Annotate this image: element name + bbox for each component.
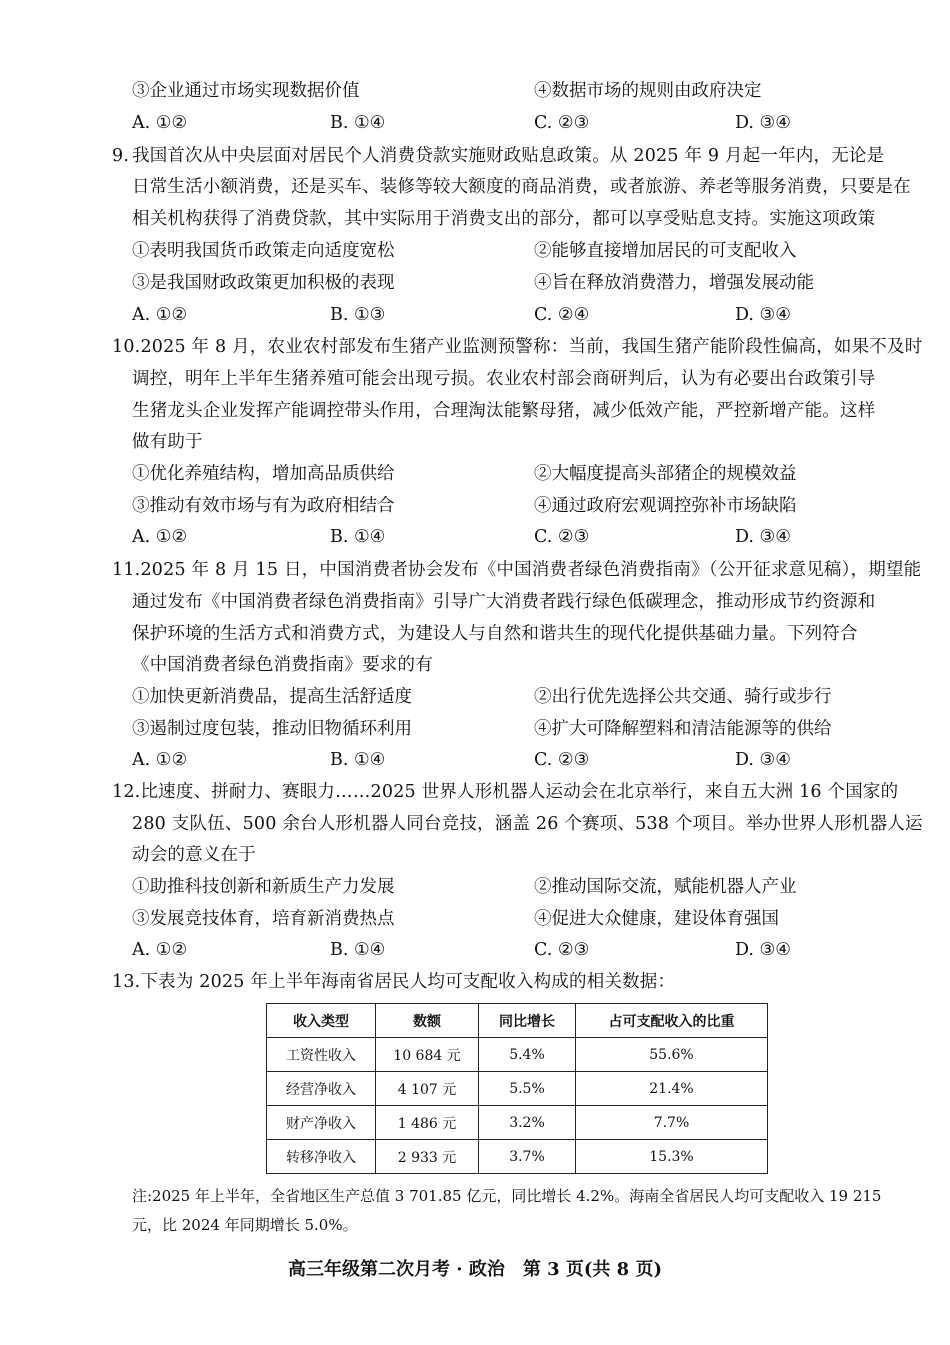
table-row — [267, 1072, 768, 1106]
q10-choice-c: C. ②③ — [534, 527, 590, 547]
q10-option-3: ③推动有效市场与有为政府相结合 — [132, 496, 395, 516]
table-row — [267, 1140, 768, 1174]
q12-stem-line: 动会的意义在于 — [132, 845, 256, 865]
q12-option-3: ③发展竞技体育，培育新消费热点 — [132, 909, 395, 929]
income-table — [266, 1003, 768, 1174]
q11-option-4: ④扩大可降解塑料和清洁能源等的供给 — [534, 719, 832, 739]
q9-choice-d: D. ③④ — [735, 305, 791, 325]
q10-option-4: ④通过政府宏观调控弥补市场缺陷 — [534, 496, 797, 516]
q9-option-1: ①表明我国货币政策走向适度宽松 — [132, 241, 395, 261]
q8-choice-d: D. ③④ — [735, 113, 791, 133]
q11-text: 2025 年 8 月 15 日，中国消费者协会发布《中国消费者绿色消费指南》（公开征求意见稿），期望能 — [140, 560, 922, 580]
q12-number: 12. — [112, 782, 141, 802]
q12-choice-b: B. ①④ — [330, 940, 386, 960]
q11-choice-c: C. ②③ — [534, 750, 590, 770]
q9-option-4: ④旨在释放消费潜力，增强发展动能 — [534, 273, 814, 293]
table-cell: 经营净收入 — [267, 1072, 376, 1106]
q9-choice-b: B. ①③ — [330, 305, 386, 325]
q12-stem-line: 280 支队伍、500 余台人形机器人同台竞技，涵盖 26 个赛项、538 个项目。举办世界人形机器人运 — [132, 814, 923, 834]
q10-number: 10. — [112, 337, 141, 357]
q8-option-3: ③企业通过市场实现数据价值 — [132, 81, 360, 101]
table-row — [267, 1106, 768, 1140]
q9-option-3: ③是我国财政政策更加积极的表现 — [132, 273, 395, 293]
q12-option-4: ④促进大众健康，建设体育强国 — [534, 909, 779, 929]
table-cell: 15.3% — [576, 1140, 768, 1174]
q13-stem-line — [112, 967, 882, 997]
q10-option-2: ②大幅度提高头部猪企的规模效益 — [534, 464, 797, 484]
q8-choice-a: A. ①② — [132, 113, 188, 133]
q9-choice-c: C. ②④ — [534, 305, 590, 325]
q10-stem-line: 调控，明年上半年生猪养殖可能会出现亏损。农业农村部会商研判后，认为有必要出台政策引导 — [132, 369, 876, 389]
q10-choice-d: D. ③④ — [735, 527, 791, 547]
table-cell: 55.6% — [576, 1038, 768, 1072]
q11-number: 11. — [112, 560, 141, 580]
q11-stem-line: 《中国消费者绿色消费指南》要求的有 — [132, 655, 433, 675]
table-cell: 3.7% — [479, 1140, 576, 1174]
table-header-row — [267, 1004, 768, 1038]
q10-choice-b: B. ①④ — [330, 527, 386, 547]
table-cell: 5.5% — [479, 1072, 576, 1106]
q10-text: 2025 年 8 月，农业农村部发布生猪产业监测预警称：当前，我国生猪产能阶段性偏高，如果不及时 — [140, 337, 923, 357]
q9-stem-line: 日常生活小额消费，还是买车、装修等较大额度的商品消费，或者旅游、养老等服务消费，只要是在 — [132, 177, 911, 197]
q12-text: 比速度、拼耐力、赛眼力……2025 世界人形机器人运动会在北京举行，来自五大洲 16 个国家的 — [140, 782, 899, 802]
q10-option-1: ①优化养殖结构，增加高品质供给 — [132, 464, 395, 484]
q10-stem-line — [112, 332, 923, 362]
table-cell: 5.4% — [479, 1038, 576, 1072]
q11-option-1: ①加快更新消费品，提高生活舒适度 — [132, 687, 412, 707]
q12-choice-d: D. ③④ — [735, 940, 791, 960]
q11-stem-line — [112, 555, 922, 585]
q9-stem-line: 相关机构获得了消费贷款，其中实际用于消费支出的部分，都可以享受贴息支持。实施这项政策 — [132, 209, 876, 229]
q10-choice-a: A. ①② — [132, 527, 188, 547]
q8-option-4: ④数据市场的规则由政府决定 — [534, 81, 762, 101]
q9-option-2: ②能够直接增加居民的可支配收入 — [534, 241, 797, 261]
table-cell: 21.4% — [576, 1072, 768, 1106]
q11-option-2: ②出行优先选择公共交通、骑行或步行 — [534, 687, 832, 707]
table-note-line: 元，比 2024 年同期增长 5.0%。 — [132, 1216, 358, 1234]
q8-choice-b: B. ①④ — [330, 113, 386, 133]
table-cell: 财产净收入 — [267, 1106, 376, 1140]
q12-option-1: ①助推科技创新和新质生产力发展 — [132, 877, 395, 897]
header-cell: 占可支配收入的比重 — [576, 1004, 768, 1038]
table-cell: 1 486 元 — [376, 1106, 479, 1140]
q9-text: 我国首次从中央层面对居民个人消费贷款实施财政贴息政策。从 2025 年 9 月起一年内，无论是 — [132, 146, 885, 166]
table-cell: 转移净收入 — [267, 1140, 376, 1174]
q11-stem-line: 通过发布《中国消费者绿色消费指南》引导广大消费者践行绿色低碳理念，推动形成节约资源和 — [132, 592, 876, 612]
q9-choice-a: A. ①② — [132, 305, 188, 325]
q13-number: 13. — [112, 972, 141, 992]
header-cell: 收入类型 — [267, 1004, 376, 1038]
q8-choice-c: C. ②③ — [534, 113, 590, 133]
table-note-line: 注:2025 年上半年，全省地区生产总值 3 701.85 亿元，同比增长 4.2%。海南全省居民人均可支配收入 19 215 — [132, 1187, 882, 1205]
q12-choice-c: C. ②③ — [534, 940, 590, 960]
page-footer: 高三年级第二次月考 · 政治 第 3 页(共 8 页) — [288, 1259, 662, 1280]
table-cell: 7.7% — [576, 1106, 768, 1140]
q11-stem-line: 保护环境的生活方式和消费方式，为建设人与自然和谐共生的现代化提供基础力量。下列符合 — [132, 624, 858, 644]
q12-choice-a: A. ①② — [132, 940, 188, 960]
q11-option-3: ③遏制过度包装，推动旧物循环利用 — [132, 719, 412, 739]
q12-stem-line — [112, 777, 899, 807]
table-cell: 3.2% — [479, 1106, 576, 1140]
q11-choice-d: D. ③④ — [735, 750, 791, 770]
q10-stem-line: 做有助于 — [132, 432, 203, 452]
q13-text: 下表为 2025 年上半年海南省居民人均可支配收入构成的相关数据： — [140, 972, 676, 992]
table-row — [267, 1038, 768, 1072]
table-cell: 工资性收入 — [267, 1038, 376, 1072]
table-cell: 2 933 元 — [376, 1140, 479, 1174]
table-cell: 10 684 元 — [376, 1038, 479, 1072]
table-cell: 4 107 元 — [376, 1072, 479, 1106]
header-cell: 同比增长 — [479, 1004, 576, 1038]
q12-option-2: ②推动国际交流，赋能机器人产业 — [534, 877, 797, 897]
q11-choice-b: B. ①④ — [330, 750, 386, 770]
q11-choice-a: A. ①② — [132, 750, 188, 770]
header-cell: 数额 — [376, 1004, 479, 1038]
q10-stem-line: 生猪龙头企业发挥产能调控带头作用，合理淘汰能繁母猪，减少低效产能，严控新增产能。这样 — [132, 401, 876, 421]
q9-stem-line — [112, 141, 885, 171]
q9-number: 9. — [112, 146, 130, 166]
